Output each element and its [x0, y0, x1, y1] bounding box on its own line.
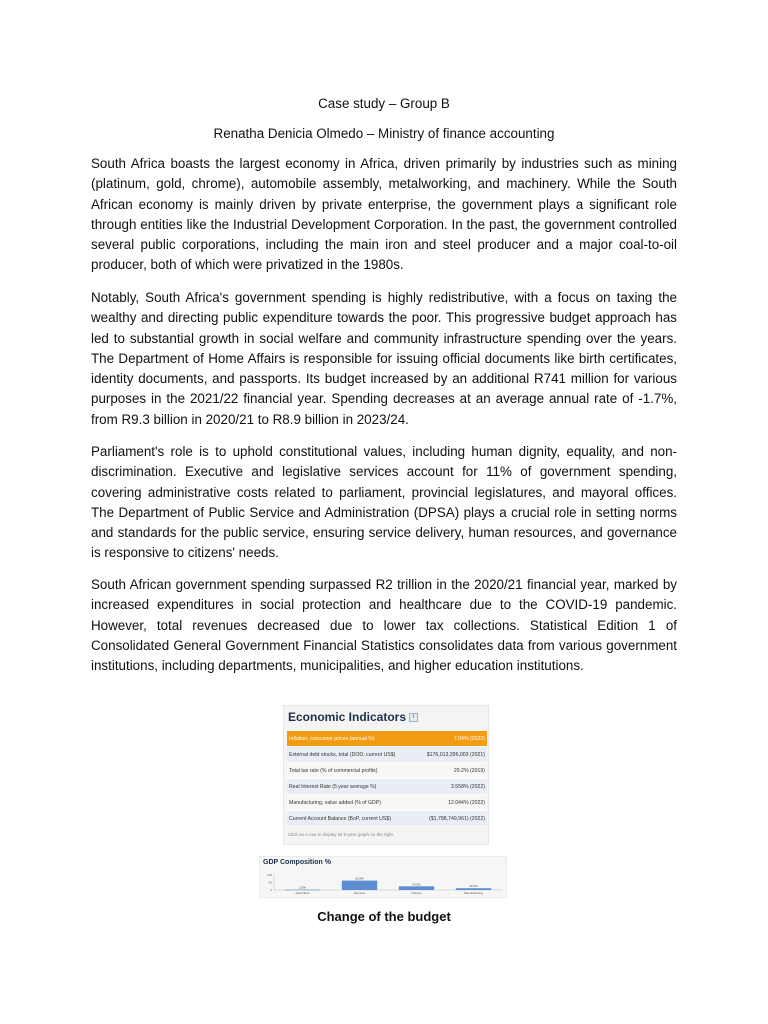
indicator-value: ($1,788,749,961) (2022) [415, 811, 487, 827]
table-row[interactable] [287, 811, 487, 827]
indicator-value: $176,013,396,003 (2021) [415, 747, 487, 763]
indicator-value: 3.558% (2022) [415, 779, 487, 795]
indicator-label: Current Account Balance (BoP, current US$) [287, 811, 415, 827]
table-row[interactable] [287, 731, 487, 747]
chart-bar [399, 886, 434, 890]
document-title: Case study – Group B [318, 96, 450, 111]
gdp-composition-chart [259, 856, 507, 898]
figure-caption: Change of the budget [317, 909, 451, 924]
data-label: 62.8% [355, 876, 364, 881]
chart-title: GDP Composition % [263, 859, 331, 866]
chart-bar [342, 881, 377, 890]
indicator-label: External debt stocks, total (DOD, current US$) [287, 747, 415, 763]
table-row[interactable] [287, 747, 487, 763]
indicator-value: 12.044% (2022) [415, 795, 487, 811]
x-tick-label: Manufacturing [463, 891, 484, 895]
economic-indicators-panel [283, 705, 489, 845]
indicator-label: Manufacturing, value added (% of GDP) [287, 795, 415, 811]
table-row[interactable] [287, 763, 487, 779]
paragraph: South Africa boasts the largest economy in Africa, driven primarily by industries such as mining (platinum, gold, chrome), automobile assembly, metalworking, and machinery. While the South African economy is mainly driven by private enterprise, the government plays a significant role through entities like the Industrial Development Corporation. In the past, the government controlled several public corporations, including the main iron and steel producer and a major coal-to-oil producer, both of which were privatized in the 1980s. [91, 156, 677, 273]
x-tick-label: Services [353, 891, 366, 895]
gdp-chart-svg [260, 857, 508, 899]
paragraph: Parliament's role is to uphold constitutional values, including human dignity, equality, and non-discrimination. Executive and legislative services account for 11% of government spending, covering administrative costs related to parliament, provincial legislatures, and mayoral offices. The Department of Public Service and Administration (DPSA) plays a crucial role in setting norms and standards for the public service, ensuring service delivery, human resources, and governance is responsive to citizens' needs. [91, 444, 677, 561]
table-row[interactable] [287, 779, 487, 795]
economic-indicators-title [288, 710, 418, 724]
indicator-label: Inflation, consumer prices (annual %) [287, 731, 415, 747]
table-row[interactable] [287, 795, 487, 811]
info-icon[interactable]: i [409, 713, 418, 722]
table-note: Click on a row to display its 5-year graph on the right. [288, 832, 395, 837]
author-line: Renatha Denicia Olmedo – Ministry of finance accounting [213, 126, 555, 141]
indicator-value: 29.2% (2019) [415, 763, 487, 779]
chart-bar [456, 888, 491, 890]
x-tick-label: Industry [411, 891, 422, 895]
y-tick-label: 50 [268, 880, 272, 885]
economic-indicators-title-text: Economic Indicators [288, 710, 407, 724]
indicator-label: Total tax rate (% of commercial profits) [287, 763, 415, 779]
paragraph: Notably, South Africa's government spending is highly redistributive, with a focus on taxing the wealthy and directing public expenditure towards the poor. This progressive budget approach has led to substantial growth in social welfare and community infrastructure spending over the years. The Department of Home Affairs is responsible for issuing official documents like birth certificates, identity documents, and passports. Its budget increased by an additional R741 million for various purposes in the 2021/22 financial year. Spending decreases at an average annual rate of -1.7%, from R9.3 billion in 2020/21 to R8.9 billion in 2023/24. [91, 290, 677, 427]
paragraph: South African government spending surpassed R2 trillion in the 2020/21 financial year, marked by increased expenditures in social protection and healthcare due to the COVID-19 pandemic. However, total revenues decreased due to lower tax collections. Statistical Edition 1 of Consolidated General Government Financial Statistics consolidates data from various government institutions, including departments, municipalities, and higher education institutions. [91, 577, 677, 674]
y-tick-label: 0 [270, 888, 272, 892]
y-tick-label: 100 [266, 873, 272, 877]
indicator-value: 7.04% (2022) [415, 731, 487, 747]
indicator-label: Real Interest Rate (5 year average %) [287, 779, 415, 795]
economic-indicators-table [287, 731, 487, 827]
data-label: 24.5% [412, 882, 421, 887]
x-tick-label: Agriculture [295, 891, 310, 895]
data-label: 2.5% [299, 885, 306, 890]
data-label: 12.0% [469, 884, 478, 889]
